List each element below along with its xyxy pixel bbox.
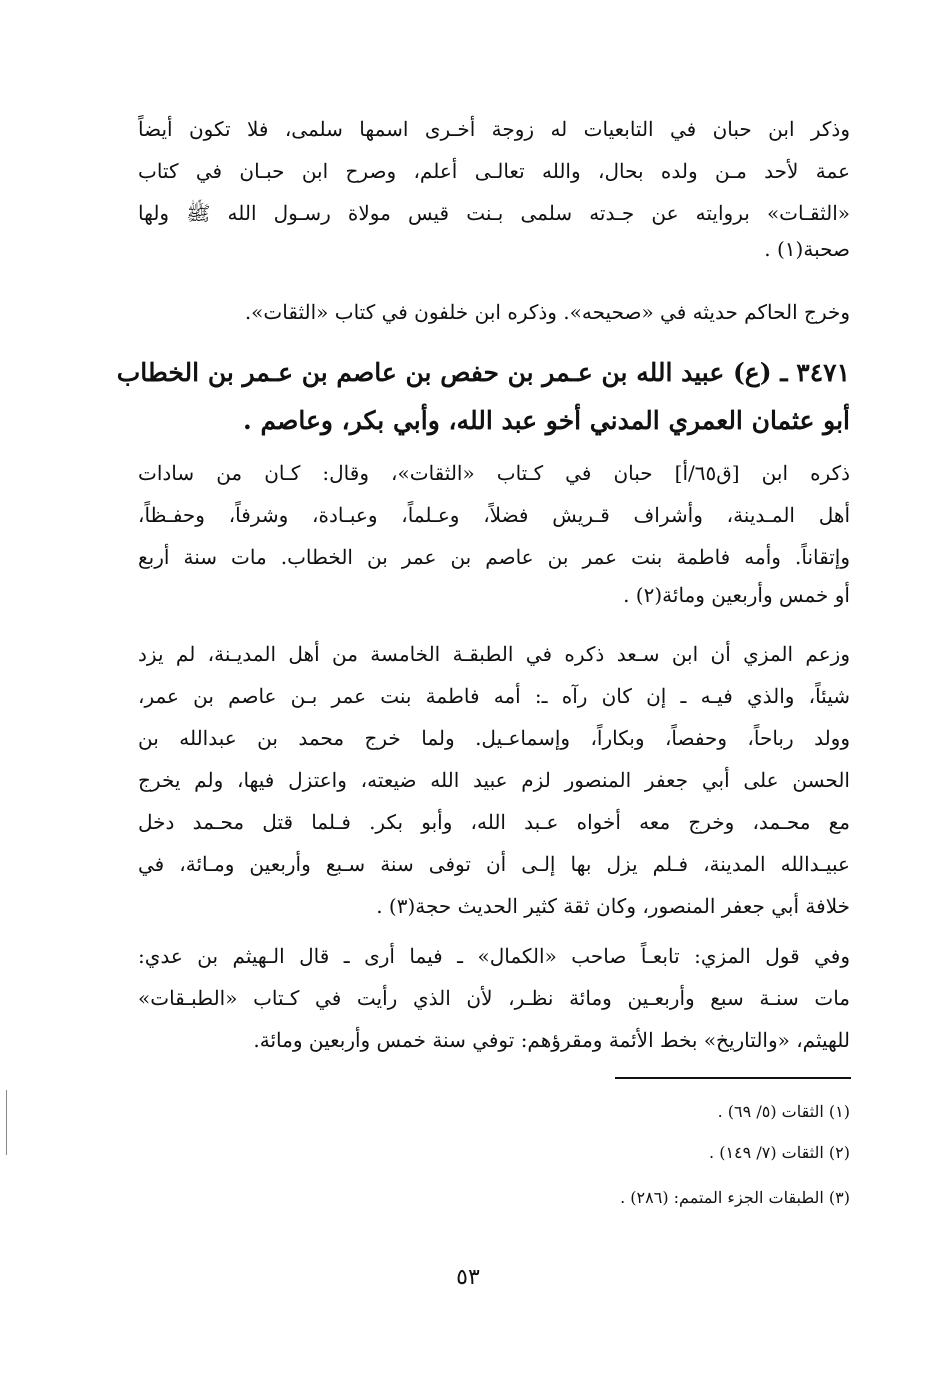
text-line: «الثقـات» بروايته عن جـدته سلمى بـنت قيس مولاة رسـول الله ﷺ ولها bbox=[138, 201, 850, 225]
text-line: للهيثم، «والتاريخ» بخط الأئمة ومقرؤهم: توفي سنة خمس وأربعين ومائة. bbox=[253, 1028, 850, 1052]
text-line: مات سنـة سبع وأربعـين ومائة نظـر، لأن الذي رأيت في كـتاب «الطبـقات» bbox=[138, 986, 850, 1010]
text-line: شيئاً، والذي فيـه ـ إن كان رآه ـ: أمه فاطمة بنت عمر بـن عاصم بن عمر، bbox=[138, 684, 850, 708]
footnote-2: (٢) الثقات (٧/ ١٤٩) . bbox=[709, 1143, 850, 1162]
intro-paragraph-2 bbox=[138, 291, 850, 333]
text-line: وخرج الحاكم حديثه في «صحيحه». وذكره ابن خلفون في كتاب «الثقات». bbox=[244, 300, 850, 324]
body-paragraph-2 bbox=[138, 633, 850, 927]
text-line: وزعم المزي أن ابن سـعد ذكره في الطبقـة الخامسة من أهل المديـنة، لم يزد bbox=[138, 642, 850, 666]
entry-title bbox=[116, 349, 850, 445]
text-line: أهل المـدينة، وأشراف قـريش فضلاً، وعـلماً، وعبـادة، وشرفاً، وحفـظاً، bbox=[138, 503, 850, 527]
text-line: وفي قول المزي: تابعـاً صاحب «الكمال» ـ فيما أرى ـ قال الـهيثم بن عدي: bbox=[138, 944, 850, 968]
text-line: وإتقاناً. وأمه فاطمة بنت عمر بن عاصم بن عمر بن الخطاب. مات سنة أربع bbox=[138, 545, 850, 569]
body-paragraph-3 bbox=[138, 935, 850, 1061]
footnote-3: (٣) الطبقات الجزء المتمم: (٢٨٦) . bbox=[620, 1188, 850, 1207]
intro-paragraph-1 bbox=[138, 108, 850, 264]
body-paragraph-1 bbox=[138, 452, 850, 612]
text-line: أو خمس وأربعين ومائة(٢) . bbox=[623, 583, 850, 607]
footnote-separator bbox=[615, 1077, 851, 1079]
entry-title-line: أبو عثمان العمري المدني أخو عبد الله، وأبي بكر، وعاصم . bbox=[243, 406, 850, 435]
scan-edge-line bbox=[6, 1090, 7, 1155]
text-line: الحسن على أبي جعفر المنصور لزم عبيد الله ضيعته، واعتزل فيها، ولم يخرج bbox=[138, 768, 850, 792]
text-line: صحبة(١) . bbox=[764, 237, 850, 261]
text-line: وولد رباحاً، وحفصاً، وبكاراً، وإسماعـيل. ولما خرج محمد بن عبدالله بن bbox=[138, 726, 850, 750]
page-number: ٥٣ bbox=[456, 1265, 480, 1290]
entry-title-line: ٣٤٧١ ـ (ع) عبيد الله بن عـمر بن حفص بن عاصم بن عـمر بن الخطاب bbox=[116, 358, 850, 387]
text-line: مع محـمد، وخرج معه أخواه عـبد الله، وأبو بكر. فـلما قتل محـمد دخل bbox=[138, 810, 850, 834]
footnote-1: (١) الثقات (٥/ ٦٩) . bbox=[717, 1102, 850, 1121]
text-line: عبيـدالله المدينة، فـلم يزل بها إلـى أن توفى سنة سـبع وأربعين ومـائة، في bbox=[138, 852, 850, 876]
text-line: وذكر ابن حبان في التابعيات له زوجة أخـرى اسمها سلمى، فلا تكون أيضاً bbox=[138, 117, 850, 141]
text-line: ذكره ابن [ق٦٥/أ] حبان في كـتاب «الثقات»، وقال: كـان من سادات bbox=[138, 461, 850, 485]
text-line: عمة لأحد مـن ولده بحال، والله تعالـى أعلم، وصرح ابن حبـان في كتاب bbox=[138, 159, 850, 183]
text-line: خلافة أبي جعفر المنصور، وكان ثقة كثير الحديث حجة(٣) . bbox=[376, 894, 850, 918]
